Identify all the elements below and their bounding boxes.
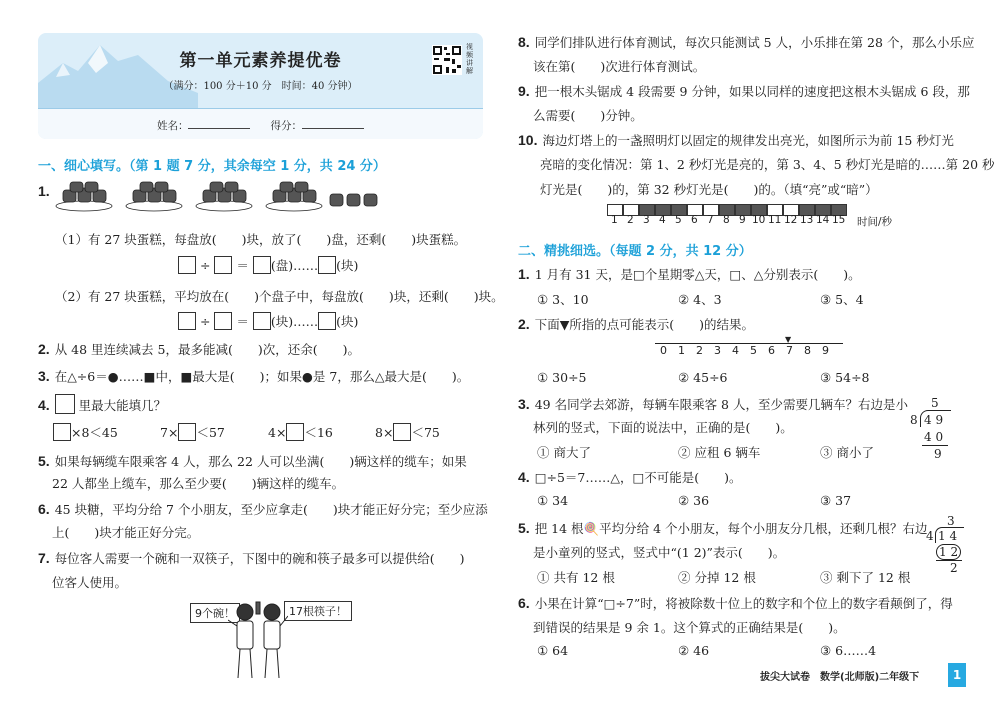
page-number: 1 [948, 663, 966, 687]
tape-label: 14 [816, 214, 830, 226]
m5-number: 5. [518, 520, 530, 536]
q2-text: 从 48 里连续减去 5，最多能减( )次，还余( )。 [54, 342, 360, 357]
m5-option-1[interactable]: ① 共有 12 根 [537, 570, 615, 585]
answer-box[interactable] [318, 256, 336, 274]
q4-item-2: 7× ＜57 [160, 425, 225, 440]
answer-box[interactable] [253, 256, 271, 274]
section-2-title: 二、精挑细选。（每题 2 分，共 12 分） [518, 244, 752, 259]
division-product-circled: 1 2 [936, 544, 961, 560]
q6-line2: 上( )块才能正好分完。 [52, 525, 200, 540]
mountain-illustration [38, 33, 198, 111]
unit-text: (块)…… [270, 314, 319, 329]
children-illustration [228, 598, 288, 684]
long-division-1 [908, 396, 958, 466]
m4-option-3[interactable]: ③ 37 [820, 493, 852, 508]
tape-label: 7 [707, 214, 714, 226]
m5-option-3[interactable]: ③ 剩下了 12 根 [820, 570, 911, 585]
m6-line1: 小果在计算“□÷7”时，将被除数十位上的数字和个位上的数字看颠倒了，得 [534, 596, 953, 611]
unit-text: (块) [336, 258, 359, 273]
number-line-label: 8 [804, 344, 811, 357]
m3-line1: 49 名同学去郊游，每辆车限乘客 8 人，至少需要几辆车？右边是小 [534, 397, 908, 412]
division-line [936, 560, 962, 561]
number-line-label: 3 [714, 344, 721, 357]
m1-option-3[interactable]: ③ 5、4 [820, 292, 864, 307]
pointer-triangle-icon: ▼ [785, 335, 792, 344]
q10-line1: 海边灯塔上的一盏照明灯以固定的规律发出亮光，如图所示为前 15 秒灯光 [542, 133, 954, 148]
m2-option-3[interactable]: ③ 54÷8 [820, 370, 870, 385]
m1-number: 1. [518, 266, 530, 282]
m2-option-2[interactable]: ② 45÷6 [678, 370, 728, 385]
m1-option-1[interactable]: ① 3、10 [537, 292, 589, 307]
q2-number: 2. [38, 341, 50, 357]
division-product: 4 0 [924, 430, 944, 444]
q4-item-4: 8× ＜75 [375, 425, 440, 440]
m2-number: 2. [518, 316, 530, 332]
q1-part1: （1）有 27 块蛋糕，每盘放( )块，放了( )盘，还剩( )块蛋糕。 [55, 232, 467, 247]
tape-label: 8 [723, 214, 730, 226]
answer-box[interactable] [286, 423, 304, 441]
tape-label: 15 [832, 214, 846, 226]
q10-number: 10. [518, 132, 538, 148]
tape-label: 13 [800, 214, 814, 226]
tape-label: 6 [691, 214, 698, 226]
long-division-2 [926, 514, 966, 576]
number-line-label: 6 [768, 344, 775, 357]
score-label: 得分： [270, 120, 303, 132]
q3-text: 在△÷6＝●……■中，■最大是( )；如果●是 7，那么△最大是( )。 [54, 369, 470, 384]
tape-label: 4 [659, 214, 666, 226]
qr-code-icon[interactable] [432, 45, 462, 75]
q1-part2-equation: ÷ ＝ (块)…… (块) [178, 312, 358, 330]
q7-line2: 位客人使用。 [52, 575, 128, 590]
q5-line1: 如果每辆缆车限乘客 4 人，那么 22 人可以坐满( )辆这样的缆车；如果 [54, 454, 467, 469]
answer-box[interactable] [178, 423, 196, 441]
tape-label: 5 [675, 214, 682, 226]
tape-axis-label: 时间/秒 [857, 216, 893, 228]
m3-line2: 林列的竖式，下面的说法中，正确的是( )。 [533, 420, 793, 435]
answer-box[interactable] [214, 312, 232, 330]
number-line-label: 5 [750, 344, 757, 357]
division-divisor: 4 [926, 529, 934, 543]
answer-box[interactable] [178, 312, 196, 330]
number-line-label: 9 [822, 344, 829, 357]
q10-line3: 灯光是( )的，第 32 秒灯光是( )的。（填“亮”或“暗”） [540, 182, 878, 197]
division-quotient: 5 [931, 396, 939, 410]
answer-box [55, 394, 75, 414]
number-line-label: 0 [660, 344, 667, 357]
q3-number: 3. [38, 368, 50, 384]
m5-line2: 是小童列的竖式，竖式中“(1 2)”表示( )。 [533, 545, 786, 560]
q10-line2: 亮暗的变化情况：第 1、2 秒灯光是亮的，第 3、4、5 秒灯光是暗的……第 20 秒 [540, 157, 995, 172]
tape-label: 2 [627, 214, 634, 226]
q1-number: 1. [38, 183, 50, 199]
m3-option-3[interactable]: ③ 商小了 [820, 445, 874, 460]
m5-line1: 把 14 根🍭平均分给 4 个小朋友，每个小朋友分几根，还剩几根？右边 [534, 521, 928, 536]
footer-book-title: 拔尖大试卷 数学(北师版)二年级下 [760, 672, 920, 683]
m4-text: □÷5＝7……△，□不可能是( )。 [534, 470, 742, 485]
number-line-label: 7 [786, 344, 793, 357]
m6-option-1[interactable]: ① 64 [537, 643, 569, 658]
m2-text: 下面▼所指的点可能表示( )的结果。 [534, 317, 755, 332]
answer-box[interactable] [393, 423, 411, 441]
q9-line1: 把一根木头锯成 4 段需要 9 分钟，如果以同样的速度把这根木头锯成 6 段，那 [534, 84, 970, 99]
score-field[interactable] [302, 118, 364, 129]
m5-option-2[interactable]: ② 分掉 12 根 [678, 570, 756, 585]
cake-plates-illustration [55, 178, 395, 214]
q4-text: 里最大能填几？ [78, 398, 167, 413]
q4-number: 4. [38, 397, 50, 413]
answer-box[interactable] [178, 256, 196, 274]
m3-option-1[interactable]: ① 商大了 [537, 445, 591, 460]
q4-item-text: ×8＜45 [71, 425, 118, 440]
number-line-label: 2 [696, 344, 703, 357]
tape-label: 12 [784, 214, 798, 226]
exam-title: 第一单元素养提优卷 [179, 51, 342, 71]
m4-option-1[interactable]: ① 34 [537, 493, 569, 508]
m6-option-3[interactable]: ③ 6……4 [820, 643, 877, 658]
section-1-title: 一、细心填写。（第 1 题 7 分，其余每空 1 分，共 24 分） [38, 159, 386, 174]
m3-option-2[interactable]: ② 应租 6 辆车 [678, 445, 761, 460]
q6-number: 6. [38, 501, 50, 517]
qr-caption: 视频讲解 [466, 43, 473, 75]
unit-text: (块) [336, 314, 359, 329]
q9-line2: 么需要( )分钟。 [533, 108, 643, 123]
division-line [922, 445, 948, 446]
speech-bubble-chopsticks: 17根筷子！ [284, 601, 352, 621]
name-score-row [38, 118, 483, 133]
tape-label: 11 [768, 214, 782, 226]
m2-option-1[interactable]: ① 30÷5 [537, 370, 587, 385]
number-line [655, 335, 845, 362]
answer-box[interactable] [214, 256, 232, 274]
answer-box[interactable] [53, 423, 71, 441]
q5-line2: 22 人都坐上缆车，那么至少要( )辆这样的缆车。 [52, 476, 345, 491]
q1-part2: （2）有 27 块蛋糕，平均放在( )个盘子中，每盘放( )块，还剩( )块。 [55, 289, 504, 304]
q5-number: 5. [38, 453, 50, 469]
m6-line2: 到错误的结果是 9 余 1。这个算式的正确结果是( )。 [533, 620, 846, 635]
division-dividend: 1 4 [938, 529, 958, 543]
division-remainder: 9 [934, 447, 942, 461]
division-remainder: 2 [950, 561, 958, 575]
name-label: 姓名： [156, 120, 189, 132]
division-quotient: 3 [947, 514, 955, 528]
q7-line1: 每位客人需要一个碗和一双筷子，下图中的碗和筷子最多可以提供给( ) [54, 551, 465, 566]
name-field[interactable] [188, 118, 250, 129]
tape-label: 1 [611, 214, 618, 226]
answer-box[interactable] [253, 312, 271, 330]
m6-option-2[interactable]: ② 46 [678, 643, 710, 658]
division-divisor: 8 [910, 413, 918, 427]
q4-item-1 [53, 423, 118, 441]
q8-number: 8. [518, 34, 530, 50]
q9-number: 9. [518, 83, 530, 99]
q8-line1: 同学们排队进行体育测试，每次只能测试 5 人，小乐排在第 28 个，那么小乐应 [534, 35, 975, 50]
m4-option-2[interactable]: ② 36 [678, 493, 710, 508]
answer-box[interactable] [318, 312, 336, 330]
tape-labels [607, 214, 907, 228]
m1-option-2[interactable]: ② 4、3 [678, 292, 722, 307]
q7-number: 7. [38, 550, 50, 566]
exam-header [38, 33, 483, 139]
m6-number: 6. [518, 595, 530, 611]
q4-item-3: 4× ＜16 [268, 425, 333, 440]
division-dividend: 4 9 [924, 413, 944, 427]
tape-label: 3 [643, 214, 650, 226]
number-line-label: 1 [678, 344, 685, 357]
speech-bubble-bowls: 9个碗！ [190, 603, 240, 623]
tape-label: 10 [752, 214, 766, 226]
m4-number: 4. [518, 469, 530, 485]
m1-text: 1 月有 31 天，是□个星期零△天，□、△分别表示( )。 [534, 267, 861, 282]
q6-line1: 45 块糖，平均分给 7 个小朋友，至少应拿走( )块才能正好分完；至少应添 [54, 502, 488, 517]
exam-subtitle: （满分：100 分＋10 分 时间：40 分钟） [163, 81, 358, 92]
m3-number: 3. [518, 396, 530, 412]
q1-part1-equation: ÷ ＝ (盘)…… (块) [178, 256, 358, 274]
q8-line2: 该在第( )次进行体育测试。 [533, 59, 706, 74]
unit-text: (盘)…… [270, 258, 319, 273]
number-line-label: 4 [732, 344, 739, 357]
tape-label: 9 [739, 214, 746, 226]
